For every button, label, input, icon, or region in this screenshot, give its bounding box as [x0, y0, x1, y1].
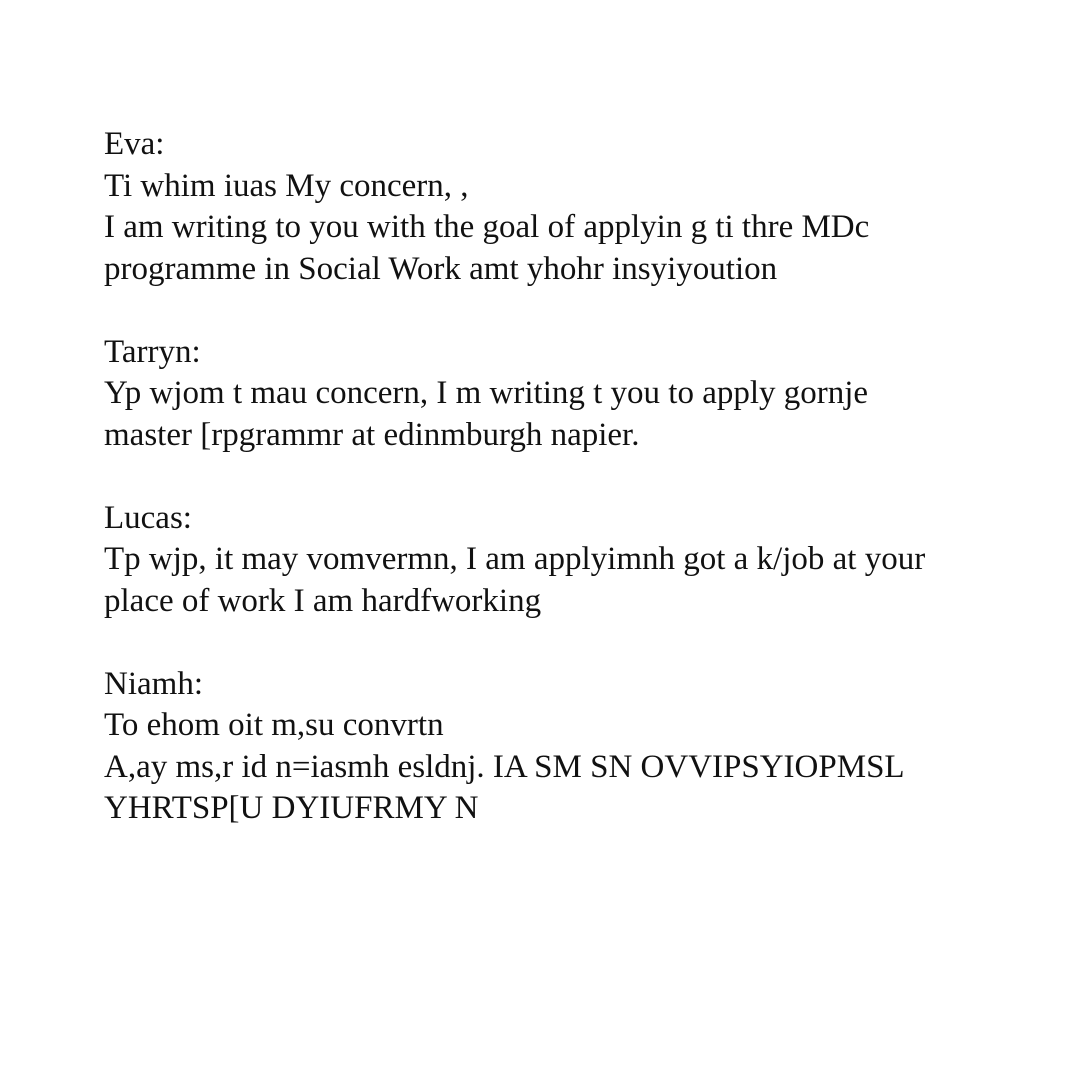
- message-line: I am writing to you with the goal of applyin g ti thre MDc: [104, 209, 870, 245]
- document-body: [104, 124, 1044, 830]
- speaker-name: Niamh:: [104, 665, 203, 702]
- entry-niamh: [104, 664, 1044, 830]
- message-line: master [rpgrammr at edinmburgh napier.: [104, 416, 640, 453]
- message-line: YHRTSP[U DYIUFRMY N: [104, 790, 479, 826]
- message-line: Tp wjp, it may vomvermn, I am applyimnh got a k/job at your: [104, 541, 926, 577]
- entry-eva: [104, 124, 1044, 290]
- message-line: programme in Social Work amt yhohr insyiyoution: [104, 250, 778, 287]
- entry-lucas: [104, 498, 1044, 623]
- blank-line: [104, 456, 1044, 498]
- message-line: Yp wjom t mau concern, I m writing t you to apply gornje: [104, 375, 869, 411]
- speaker-name: Lucas:: [104, 499, 192, 536]
- message-line: A,ay ms,r id n=iasmh esldnj. IA SM SN OVVIPSYIOPMSL: [104, 748, 905, 785]
- speaker-name: Eva:: [104, 126, 165, 162]
- entry-tarryn: [104, 332, 1044, 457]
- message-line: To ehom oit m,su convrtn: [104, 707, 444, 743]
- message-line: place of work I am hardfworking: [104, 582, 542, 619]
- blank-line: [104, 622, 1044, 664]
- speaker-name: Tarryn:: [104, 333, 201, 370]
- blank-line: [104, 290, 1044, 332]
- message-line: Ti whim iuas My concern, ,: [104, 167, 469, 204]
